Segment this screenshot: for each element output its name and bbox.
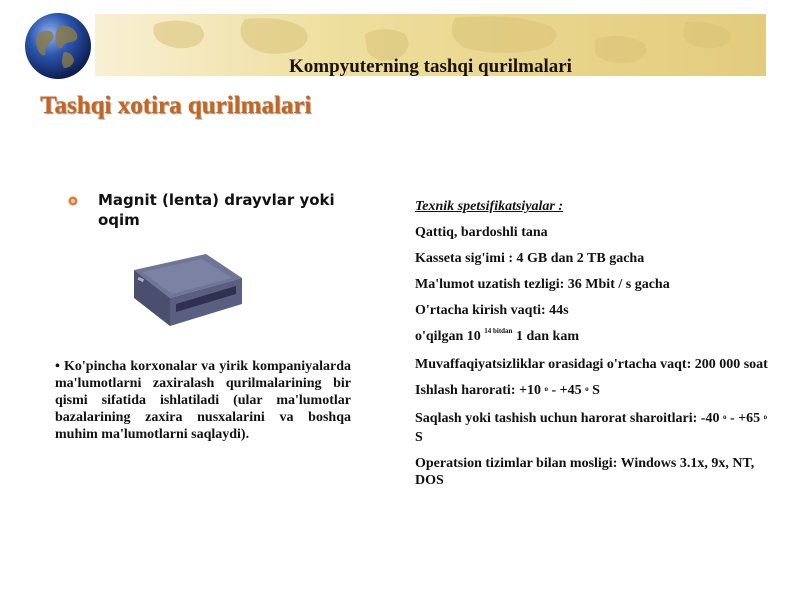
bullet-text: Magnit (lenta) drayvlar yoki oqim [98,191,335,229]
header-title: Kompyuterning tashqi qurilmalari [289,56,572,77]
description-body: Ko'pincha korxonalar va yirik kompaniyalarda ma'lumotlarni zaxiralash qurilmalarining bir qismi sifatida ishlatiladi (ular ma'lumotlar bazalarining zaxira nusxalarini va boshqa muhim ma'lumotlarni saqlaydi). [55,359,351,442]
storage-temp-prefix: Saqlash yoki tashish uchun harorat sharoitlari: -40 [415,411,720,426]
spec-storage-temp [415,410,770,446]
operating-temp-middle: - +45 [551,383,582,398]
degree-symbol: o [544,385,548,393]
spec-capacity: Kasseta sig'imi : 4 GB dan 2 TB gacha [415,251,645,266]
main-bullet [68,190,358,230]
spec-operating-temp [415,382,770,401]
error-rate-superscript: 14 bitdan [484,327,513,335]
degree-symbol: o [763,413,768,421]
globe-icon [24,12,92,80]
slide-title: Tashqi xotira qurilmalari [40,92,312,119]
description-text [55,358,351,443]
specifications-panel [415,198,770,489]
spec-error-rate [415,328,770,347]
degree-symbol: o [722,413,727,421]
degree-symbol: o [585,385,589,393]
circle-bullet-icon [68,196,78,206]
error-rate-prefix: o'qilgan 10 [415,329,481,344]
spec-mtbf: Muvaffaqiyatsizliklar orasidagi o'rtacha vaqt: 200 000 soat [415,357,768,372]
description-bullet: • [55,359,60,374]
spec-case: Qattiq, bardoshli tana [415,225,548,240]
error-rate-suffix: 1 dan kam [515,329,579,344]
tape-drive-image [128,248,246,330]
spec-os-compatibility: Operatsion tizimlar bilan mosligi: Windows 3.1x, 9x, NT, DOS [415,456,755,488]
spec-access-time: O'rtacha kirish vaqti: 44s [415,303,569,318]
operating-temp-suffix: S [592,383,600,398]
spec-heading: Texnik spetsifikatsiyalar : [415,199,564,214]
storage-temp-middle: - +65 [729,411,761,426]
spec-transfer-rate: Ma'lumot uzatish tezligi: 36 Mbit / s gacha [415,277,670,292]
storage-temp-suffix: S [415,430,423,445]
operating-temp-prefix: Ishlash harorati: +10 [415,383,541,398]
